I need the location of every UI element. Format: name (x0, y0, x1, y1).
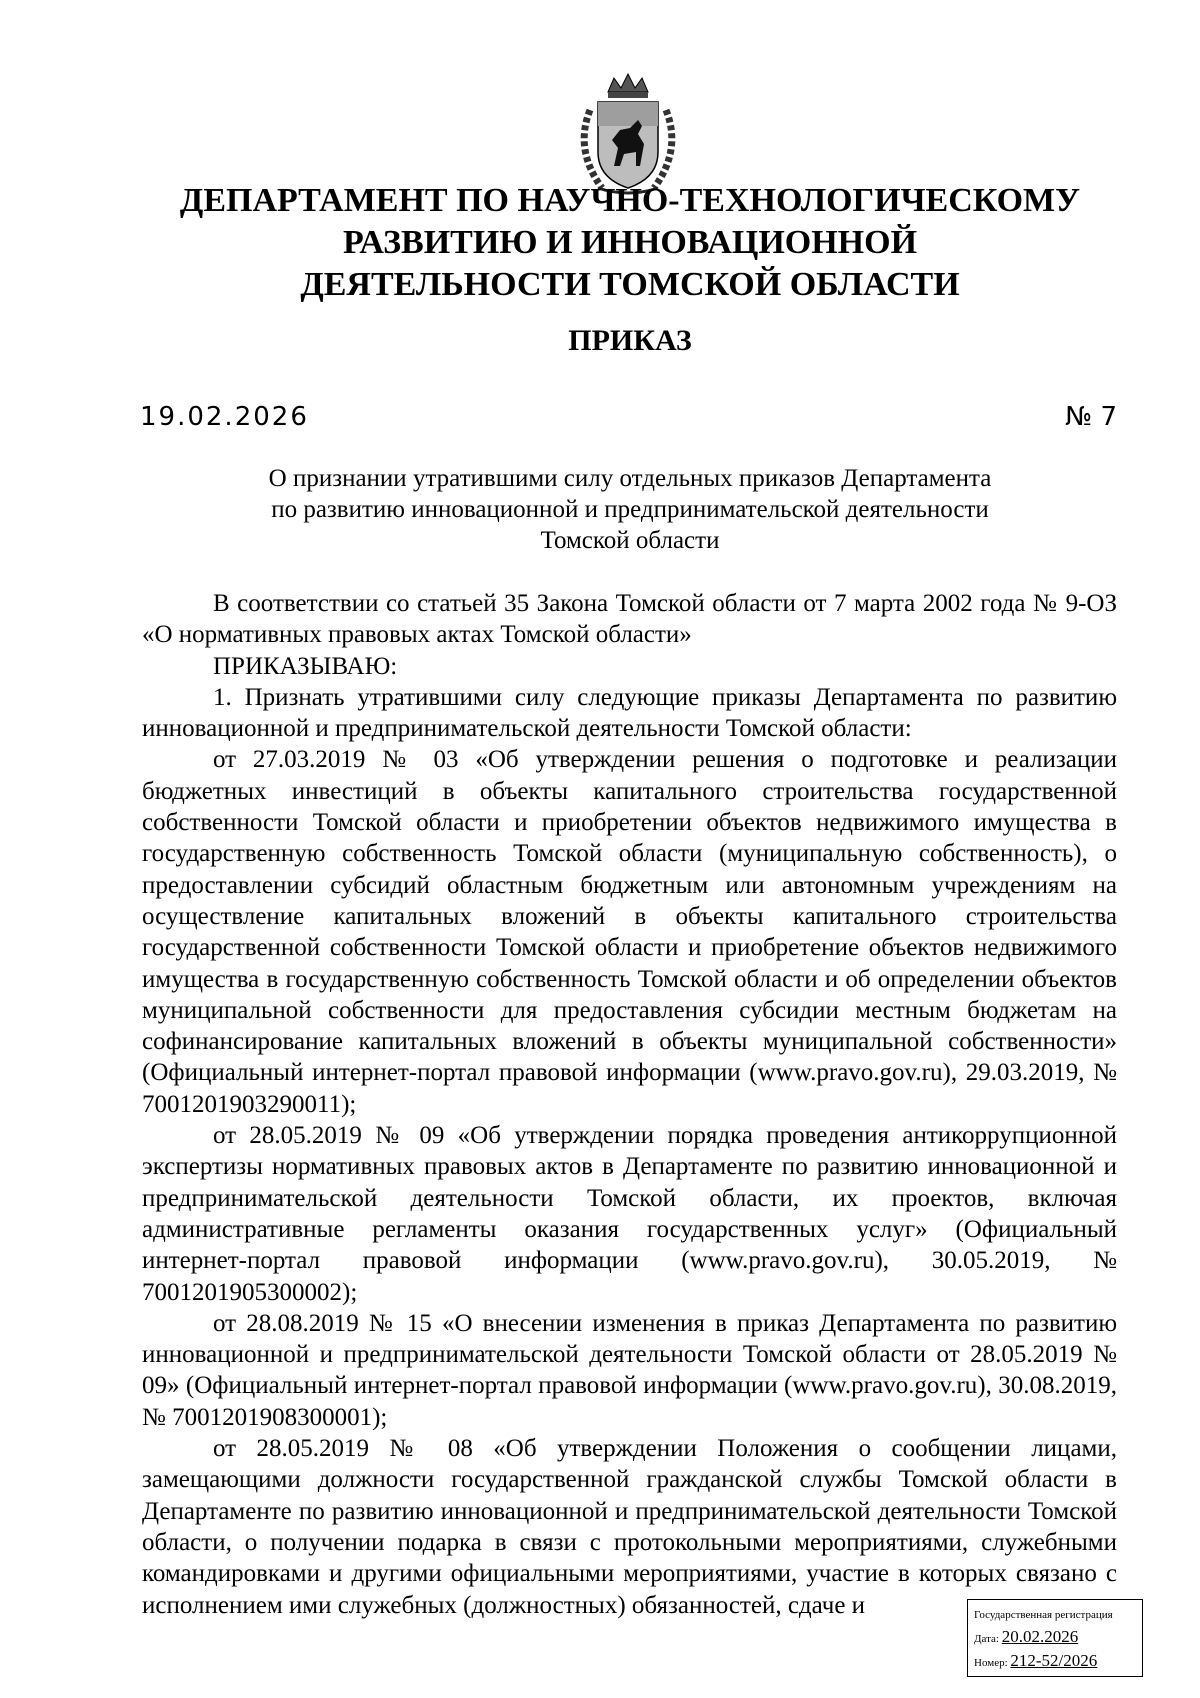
registration-number-label: Номер: (974, 1657, 1008, 1669)
registration-number: 212-52/2026 (1010, 1651, 1098, 1670)
registration-title: Государственная регистрация (974, 1609, 1113, 1621)
coat-of-arms-icon (568, 70, 688, 198)
department-title-line: РАЗВИТИЮ И ИННОВАЦИОННОЙ (342, 224, 918, 261)
document-type: ПРИКАЗ (568, 324, 692, 357)
registration-date: 20.02.2026 (1001, 1627, 1079, 1646)
body-paragraph: от 28.05.2019 № 09 «Об утверждении порядка проведения антикоррупционной экспертизы нормативных правовых актов в Департаменте по развитию инновационной и предпринимательской деятельности Томской области, их проектов, включая административные регламенты оказания государственных услуг» (Официальный интернет-портал правовой информации (www.pravo.gov.ru), 30.05.2019, № 7001201905300002); (142, 1122, 1117, 1306)
document-body (142, 588, 1117, 1621)
registration-date-label: Дата: (974, 1633, 999, 1645)
document-date: 19.02.2026 (140, 402, 309, 432)
body-paragraph: от 27.03.2019 № 03 «Об утверждении решения о подготовке и реализации бюджетных инвестиций в объекты капитального строительства государственной собственности Томской области и приобретении объектов недвижимого имущества в государственную собственность Томской области (муниципальную собственность), о предоставлении субсидий областным бюджетным или автономным учреждениям на осуществление капитальных вложений в объекты капитального строительства государственной собственности Томской области и приобретение объектов недвижимого имущества в государственную собственность Томской области и об определении объектов муниципальной собственности для предоставления субсидии местным бюджетам на софинансирование капитальных вложений в объекты муниципальной собственности» (Официальный интернет-портал правовой информации (www.pravo.gov.ru), 29.03.2019, № 7001201903290011); (142, 746, 1117, 1118)
body-paragraph: от 28.08.2019 № 15 «О внесении изменения в приказ Департамента по развитию инновационной и предпринимательской деятельности Томской области от 28.05.2019 № 09» (Официальный интернет-портал правовой информации (www.pravo.gov.ru), 30.08.2019, № 7001201908300001); (142, 1309, 1117, 1431)
subject-line: Томской области (540, 527, 720, 554)
department-title (150, 180, 1110, 306)
body-paragraph: от 28.05.2019 № 08 «Об утверждении Положения о сообщении лицами, замещающими должности государственной гражданской службы Томской области в Департаменте по развитию инновационной и предпринимательской деятельности Томской области, о получении подарка в связи с протокольными мероприятиями, служебными командировками и другими официальными мероприятиями, участие в которых связано с исполнением ими служебных (должностных) обязанностей, сдаче и (142, 1435, 1117, 1619)
subject-line: О признании утратившими силу отдельных приказов Департамента (268, 465, 992, 492)
body-paragraph: В соответствии со статьей 35 Закона Томской области от 7 марта 2002 года № 9-ОЗ «О нормативных правовых актах Томской области» (142, 590, 1117, 649)
registration-stamp (967, 1599, 1143, 1677)
document-number: № 7 (1065, 402, 1117, 432)
subject-line: по развитию инновационной и предпринимательской деятельности (271, 496, 989, 523)
document-subject (150, 463, 1110, 556)
department-title-line: ДЕЯТЕЛЬНОСТИ ТОМСКОЙ ОБЛАСТИ (300, 266, 960, 303)
department-title-line: ДЕПАРТАМЕНТ ПО НАУЧНО-ТЕХНОЛОГИЧЕСКОМУ (179, 182, 1081, 219)
order-word: ПРИКАЗЫВАЮ: (213, 652, 398, 680)
body-paragraph: 1. Признать утратившими силу следующие приказы Департамента по развитию инновационной и предпринимательской деятельности Томской области: (142, 683, 1117, 743)
